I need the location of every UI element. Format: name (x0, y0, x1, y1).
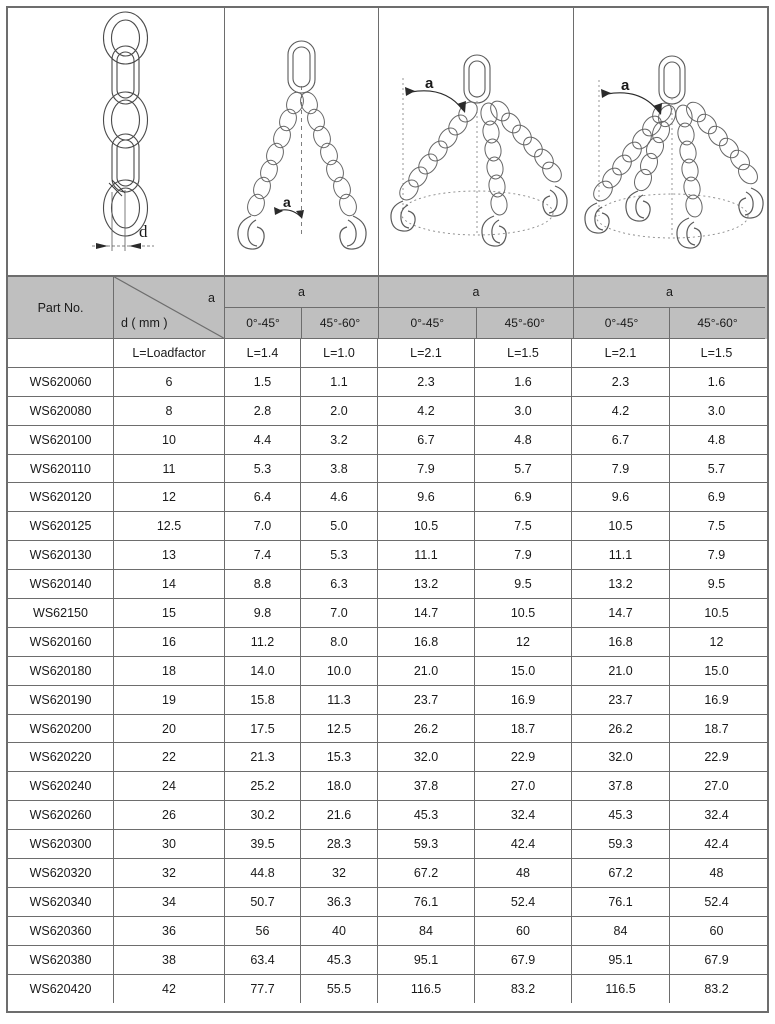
cell-3leg-0-45: L=2.1 (378, 339, 475, 367)
header-angle-symbol: a (208, 291, 215, 305)
cell-4leg-0-45: 7.9 (572, 455, 670, 483)
cell-2leg-45-60: 3.8 (301, 455, 378, 483)
cell-part-no: WS620180 (8, 657, 114, 685)
cell-3leg-0-45: 16.8 (378, 628, 475, 656)
header-group-title: a (574, 277, 765, 308)
cell-part-no: WS620080 (8, 397, 114, 425)
cell-3leg-0-45: 95.1 (378, 946, 475, 974)
cell-3leg-45-60: 48 (475, 859, 572, 887)
table-row (8, 397, 767, 426)
cell-part-no: WS620220 (8, 743, 114, 771)
cell-4leg-45-60: 12 (709, 634, 724, 649)
cell-4leg-0-45: 2.3 (572, 368, 670, 396)
header-sub-0-45: 0°-45° (225, 308, 302, 338)
cell-4leg-45-60: 10.5 (704, 605, 729, 620)
cell-3leg-45-60: 5.7 (475, 455, 572, 483)
cell-3leg-45-60: 18.7 (475, 715, 572, 743)
table-row (8, 426, 767, 455)
cell-2leg-45-60: 10.0 (301, 657, 378, 685)
cell-3leg-45-60: 6.9 (475, 483, 572, 511)
cell-3leg-0-45: 37.8 (378, 772, 475, 800)
cell-2leg-0-45: 15.8 (225, 686, 301, 714)
cell-2leg-45-60: 21.6 (301, 801, 378, 829)
cell-3leg-45-60: 9.5 (475, 570, 572, 598)
single-chain-diameter-diagram (8, 8, 225, 275)
cell-3leg-0-45: 13.2 (378, 570, 475, 598)
cell-3leg-45-60: 12 (475, 628, 572, 656)
diameter-label: d (139, 222, 148, 241)
cell-4leg-0-45: 10.5 (572, 512, 670, 540)
cell-4leg-0-45: L=2.1 (572, 339, 670, 367)
cell-4leg-0-45: 13.2 (572, 570, 670, 598)
table-row (8, 888, 767, 917)
cell-diameter: L=Loadfactor (114, 339, 225, 367)
cell-2leg-45-60: 8.0 (301, 628, 378, 656)
cell-3leg-0-45: 14.7 (378, 599, 475, 627)
cell-3leg-45-60: 16.9 (475, 686, 572, 714)
header-diameter-label: d ( mm ) (121, 316, 168, 330)
cell-4leg-45-60: 27.0 (704, 779, 729, 794)
cell-diameter: 11 (114, 455, 225, 483)
cell-3leg-45-60: 67.9 (475, 946, 572, 974)
cell-3leg-0-45: 26.2 (378, 715, 475, 743)
cell-4leg-0-45: 76.1 (572, 888, 670, 916)
cell-diameter: 14 (114, 570, 225, 598)
cell-diameter: 8 (114, 397, 225, 425)
cell-2leg-45-60: 5.3 (301, 541, 378, 569)
two-leg-sling-diagram (225, 8, 379, 275)
cell-3leg-0-45: 45.3 (378, 801, 475, 829)
table-row (8, 657, 767, 686)
cell-4leg-0-45: 37.8 (572, 772, 670, 800)
cell-2leg-45-60: 40 (301, 917, 378, 945)
cell-3leg-0-45: 116.5 (378, 975, 475, 1004)
cell-3leg-0-45: 6.7 (378, 426, 475, 454)
table-row (8, 917, 767, 946)
header-sub-45-60: 45°-60° (319, 316, 361, 330)
cell-2leg-0-45: 5.3 (225, 455, 301, 483)
cell-2leg-0-45: 50.7 (225, 888, 301, 916)
table-row (8, 368, 767, 397)
angle-label-3leg: a (425, 75, 434, 92)
cell-diameter: 13 (114, 541, 225, 569)
cell-2leg-45-60: 15.3 (301, 743, 378, 771)
table-header (8, 277, 767, 339)
cell-3leg-0-45: 10.5 (378, 512, 475, 540)
cell-4leg-0-45: 11.1 (572, 541, 670, 569)
cell-part-no: WS620420 (8, 975, 114, 1004)
table-row (8, 686, 767, 715)
cell-4leg-45-60: 6.9 (707, 490, 726, 505)
cell-2leg-45-60: L=1.0 (301, 339, 378, 367)
cell-4leg-45-60: 4.8 (707, 432, 726, 447)
cell-4leg-45-60: 22.9 (704, 750, 729, 765)
cell-2leg-45-60: 11.3 (301, 686, 378, 714)
table-row (8, 455, 767, 484)
cell-4leg-45-60: 42.4 (704, 837, 729, 852)
cell-3leg-45-60: 1.6 (475, 368, 572, 396)
table-row (8, 570, 767, 599)
cell-part-no: WS620300 (8, 830, 114, 858)
cell-2leg-45-60: 5.0 (301, 512, 378, 540)
header-part-no: Part No. (8, 277, 114, 339)
cell-part-no: WS620160 (8, 628, 114, 656)
cell-3leg-45-60: 15.0 (475, 657, 572, 685)
cell-2leg-0-45: 17.5 (225, 715, 301, 743)
cell-2leg-45-60: 6.3 (301, 570, 378, 598)
cell-2leg-0-45: 6.4 (225, 483, 301, 511)
cell-4leg-45-60: 16.9 (704, 692, 729, 707)
cell-4leg-45-60: 52.4 (704, 894, 729, 909)
cell-2leg-45-60: 32 (301, 859, 378, 887)
cell-3leg-0-45: 32.0 (378, 743, 475, 771)
cell-4leg-0-45: 45.3 (572, 801, 670, 829)
cell-2leg-0-45: 7.0 (225, 512, 301, 540)
cell-part-no: WS620260 (8, 801, 114, 829)
chain-sling-spec-table (6, 6, 769, 1013)
table-row (8, 512, 767, 541)
cell-diameter: 6 (114, 368, 225, 396)
cell-4leg-0-45: 9.6 (572, 483, 670, 511)
cell-3leg-0-45: 2.3 (378, 368, 475, 396)
cell-2leg-0-45: 11.2 (225, 628, 301, 656)
cell-4leg-0-45: 59.3 (572, 830, 670, 858)
cell-part-no: WS620320 (8, 859, 114, 887)
header-sub-45-60: 45°-60° (697, 316, 738, 330)
table-row (8, 801, 767, 830)
table-row (8, 628, 767, 657)
cell-4leg-0-45: 4.2 (572, 397, 670, 425)
header-sub-0-45: 0°-45° (379, 308, 477, 338)
cell-diameter: 19 (114, 686, 225, 714)
cell-2leg-45-60: 7.0 (301, 599, 378, 627)
header-diameter-angle-split (114, 277, 225, 339)
cell-4leg-45-60: 7.9 (707, 548, 726, 563)
cell-part-no: WS620060 (8, 368, 114, 396)
cell-2leg-0-45: 21.3 (225, 743, 301, 771)
cell-4leg-0-45: 32.0 (572, 743, 670, 771)
cell-3leg-0-45: 23.7 (378, 686, 475, 714)
header-group-title: a (225, 277, 378, 308)
cell-3leg-0-45: 84 (378, 917, 475, 945)
cell-2leg-0-45: 77.7 (225, 975, 301, 1004)
cell-2leg-45-60: 36.3 (301, 888, 378, 916)
cell-2leg-45-60: 55.5 (301, 975, 378, 1004)
cell-2leg-0-45: 1.5 (225, 368, 301, 396)
cell-4leg-0-45: 95.1 (572, 946, 670, 974)
header-sub-0-45: 0°-45° (574, 308, 670, 338)
cell-2leg-0-45: 4.4 (225, 426, 301, 454)
cell-4leg-45-60: 67.9 (704, 952, 729, 967)
table-row (8, 830, 767, 859)
header-sub-45-60: 45°-60° (504, 316, 545, 330)
cell-2leg-0-45: L=1.4 (225, 339, 301, 367)
table-row (8, 859, 767, 888)
cell-3leg-0-45: 4.2 (378, 397, 475, 425)
header-group-2leg (225, 277, 379, 339)
cell-2leg-0-45: 30.2 (225, 801, 301, 829)
cell-4leg-0-45: 116.5 (572, 975, 670, 1004)
cell-3leg-45-60: 4.8 (475, 426, 572, 454)
cell-4leg-0-45: 23.7 (572, 686, 670, 714)
cell-3leg-0-45: 76.1 (378, 888, 475, 916)
table-row (8, 975, 767, 1004)
angle-label-4leg: a (621, 77, 630, 94)
cell-3leg-45-60: 7.5 (475, 512, 572, 540)
table-row (8, 946, 767, 975)
cell-3leg-45-60: L=1.5 (475, 339, 572, 367)
cell-4leg-0-45: 67.2 (572, 859, 670, 887)
four-leg-sling-diagram (574, 8, 767, 275)
cell-4leg-0-45: 26.2 (572, 715, 670, 743)
cell-4leg-45-60: 60 (709, 923, 724, 938)
angle-label-2leg: a (283, 194, 291, 210)
table-row (8, 743, 767, 772)
cell-4leg-45-60: 3.0 (707, 403, 726, 418)
cell-part-no: WS620140 (8, 570, 114, 598)
cell-diameter: 38 (114, 946, 225, 974)
cell-diameter: 32 (114, 859, 225, 887)
table-row (8, 772, 767, 801)
load-factor-row (8, 339, 767, 368)
cell-2leg-0-45: 25.2 (225, 772, 301, 800)
cell-part-no: WS620340 (8, 888, 114, 916)
table-body (8, 339, 767, 1011)
diagram-strip (8, 8, 767, 277)
cell-2leg-45-60: 45.3 (301, 946, 378, 974)
cell-3leg-45-60: 60 (475, 917, 572, 945)
cell-part-no: WS620125 (8, 512, 114, 540)
cell-4leg-0-45: 21.0 (572, 657, 670, 685)
header-group-title: a (379, 277, 573, 308)
cell-2leg-0-45: 8.8 (225, 570, 301, 598)
cell-4leg-45-60: 32.4 (704, 808, 729, 823)
cell-part-no: WS620110 (8, 455, 114, 483)
cell-2leg-0-45: 2.8 (225, 397, 301, 425)
cell-3leg-45-60: 32.4 (475, 801, 572, 829)
cell-diameter: 20 (114, 715, 225, 743)
cell-4leg-45-60: 7.5 (707, 519, 726, 534)
cell-4leg-45-60: 5.7 (707, 461, 726, 476)
cell-4leg-45-60: 15.0 (704, 663, 729, 678)
cell-3leg-45-60: 7.9 (475, 541, 572, 569)
table-row (8, 715, 767, 744)
cell-2leg-0-45: 14.0 (225, 657, 301, 685)
cell-2leg-45-60: 1.1 (301, 368, 378, 396)
cell-3leg-0-45: 21.0 (378, 657, 475, 685)
cell-diameter: 42 (114, 975, 225, 1004)
cell-3leg-0-45: 11.1 (378, 541, 475, 569)
cell-diameter: 36 (114, 917, 225, 945)
cell-diameter: 18 (114, 657, 225, 685)
cell-part-no: WS62150 (8, 599, 114, 627)
cell-2leg-45-60: 2.0 (301, 397, 378, 425)
cell-2leg-45-60: 18.0 (301, 772, 378, 800)
cell-2leg-45-60: 12.5 (301, 715, 378, 743)
cell-diameter: 10 (114, 426, 225, 454)
cell-2leg-0-45: 56 (225, 917, 301, 945)
cell-diameter: 22 (114, 743, 225, 771)
cell-4leg-45-60: L=1.5 (700, 345, 733, 360)
cell-diameter: 26 (114, 801, 225, 829)
table-row (8, 541, 767, 570)
cell-3leg-45-60: 27.0 (475, 772, 572, 800)
cell-2leg-0-45: 7.4 (225, 541, 301, 569)
cell-4leg-0-45: 84 (572, 917, 670, 945)
cell-3leg-0-45: 7.9 (378, 455, 475, 483)
cell-part-no: WS620360 (8, 917, 114, 945)
cell-diameter: 12 (114, 483, 225, 511)
header-angle-groups (225, 277, 767, 339)
cell-4leg-45-60: 48 (709, 865, 724, 880)
cell-part-no: WS620120 (8, 483, 114, 511)
cell-diameter: 34 (114, 888, 225, 916)
cell-2leg-0-45: 39.5 (225, 830, 301, 858)
cell-2leg-0-45: 63.4 (225, 946, 301, 974)
cell-diameter: 12.5 (114, 512, 225, 540)
header-group-4leg (574, 277, 765, 339)
cell-2leg-0-45: 44.8 (225, 859, 301, 887)
cell-diameter: 24 (114, 772, 225, 800)
cell-part-no: WS620130 (8, 541, 114, 569)
header-group-3leg (379, 277, 574, 339)
cell-3leg-0-45: 67.2 (378, 859, 475, 887)
cell-2leg-45-60: 4.6 (301, 483, 378, 511)
cell-4leg-45-60: 18.7 (704, 721, 729, 736)
cell-3leg-45-60: 42.4 (475, 830, 572, 858)
cell-3leg-0-45: 59.3 (378, 830, 475, 858)
cell-3leg-45-60: 10.5 (475, 599, 572, 627)
table-row (8, 599, 767, 628)
three-leg-sling-diagram (379, 8, 574, 275)
cell-3leg-45-60: 22.9 (475, 743, 572, 771)
cell-4leg-45-60: 9.5 (707, 577, 726, 592)
cell-part-no: WS620100 (8, 426, 114, 454)
cell-part-no (8, 339, 114, 367)
cell-part-no: WS620190 (8, 686, 114, 714)
cell-2leg-45-60: 3.2 (301, 426, 378, 454)
cell-3leg-45-60: 3.0 (475, 397, 572, 425)
cell-4leg-45-60: 1.6 (707, 374, 726, 389)
cell-2leg-45-60: 28.3 (301, 830, 378, 858)
cell-3leg-45-60: 83.2 (475, 975, 572, 1004)
cell-diameter: 30 (114, 830, 225, 858)
cell-2leg-0-45: 9.8 (225, 599, 301, 627)
cell-4leg-0-45: 16.8 (572, 628, 670, 656)
table-row (8, 483, 767, 512)
cell-part-no: WS620240 (8, 772, 114, 800)
cell-3leg-0-45: 9.6 (378, 483, 475, 511)
cell-part-no: WS620380 (8, 946, 114, 974)
cell-diameter: 15 (114, 599, 225, 627)
cell-part-no: WS620200 (8, 715, 114, 743)
cell-4leg-45-60: 83.2 (704, 982, 729, 997)
cell-3leg-45-60: 52.4 (475, 888, 572, 916)
cell-diameter: 16 (114, 628, 225, 656)
cell-4leg-0-45: 6.7 (572, 426, 670, 454)
cell-4leg-0-45: 14.7 (572, 599, 670, 627)
